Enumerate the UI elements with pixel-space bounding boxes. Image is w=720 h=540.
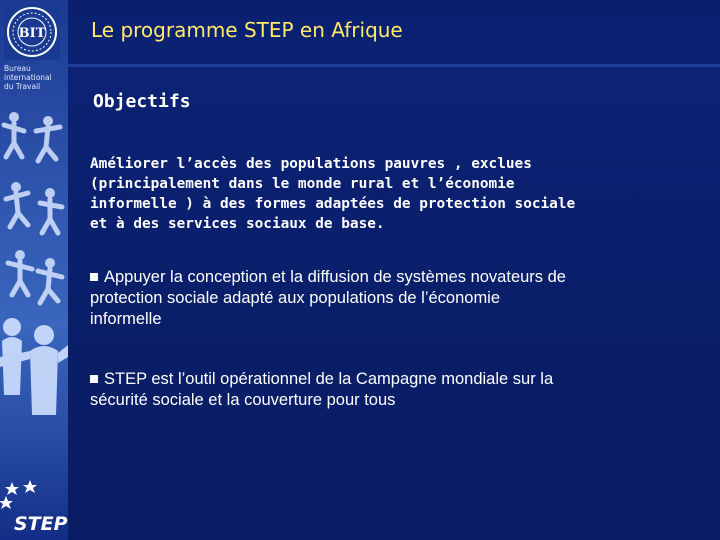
bullet-line: Appuyer la conception et la diffusion de systèmes novateurs de xyxy=(104,268,566,286)
bullet-line: protection sociale adapté aux populations de l’économie xyxy=(90,289,501,307)
org-name xyxy=(4,64,66,91)
objective-line: Améliorer l’accès des populations pauvres , exclues xyxy=(90,156,532,172)
title-divider xyxy=(68,64,720,67)
objective-line: (principalement dans le monde rural et l’économie xyxy=(90,176,515,192)
ilo-logo-text: BIT xyxy=(18,26,46,41)
org-name-line: du Travail xyxy=(4,82,41,91)
ilo-emblem-icon xyxy=(4,4,60,60)
bullet-square-icon xyxy=(90,375,98,383)
org-name-line: international xyxy=(4,73,52,82)
section-heading: Objectifs xyxy=(93,91,191,112)
ilo-logo xyxy=(4,4,60,60)
people-figures-decoration xyxy=(0,95,68,475)
objective-line: et à des services sociaux de base. xyxy=(90,216,385,232)
bullet-line: sécurité sociale et la couverture pour tous xyxy=(90,391,396,409)
bullet-line: STEP est l’outil opérationnel de la Campagne mondiale sur la xyxy=(104,370,554,388)
step-logo-text: STEP xyxy=(14,513,68,535)
objective-line: informelle ) à des formes adaptées de protection sociale xyxy=(90,196,576,212)
org-name-line: Bureau xyxy=(4,64,31,73)
step-logo xyxy=(0,478,68,540)
bullet-item xyxy=(90,267,700,330)
sidebar xyxy=(0,0,68,540)
bullet-item xyxy=(90,369,700,411)
slide-title: Le programme STEP en Afrique xyxy=(91,18,403,42)
bullet-line: informelle xyxy=(90,310,162,328)
bullet-square-icon xyxy=(90,273,98,281)
objective-paragraph xyxy=(90,154,690,234)
